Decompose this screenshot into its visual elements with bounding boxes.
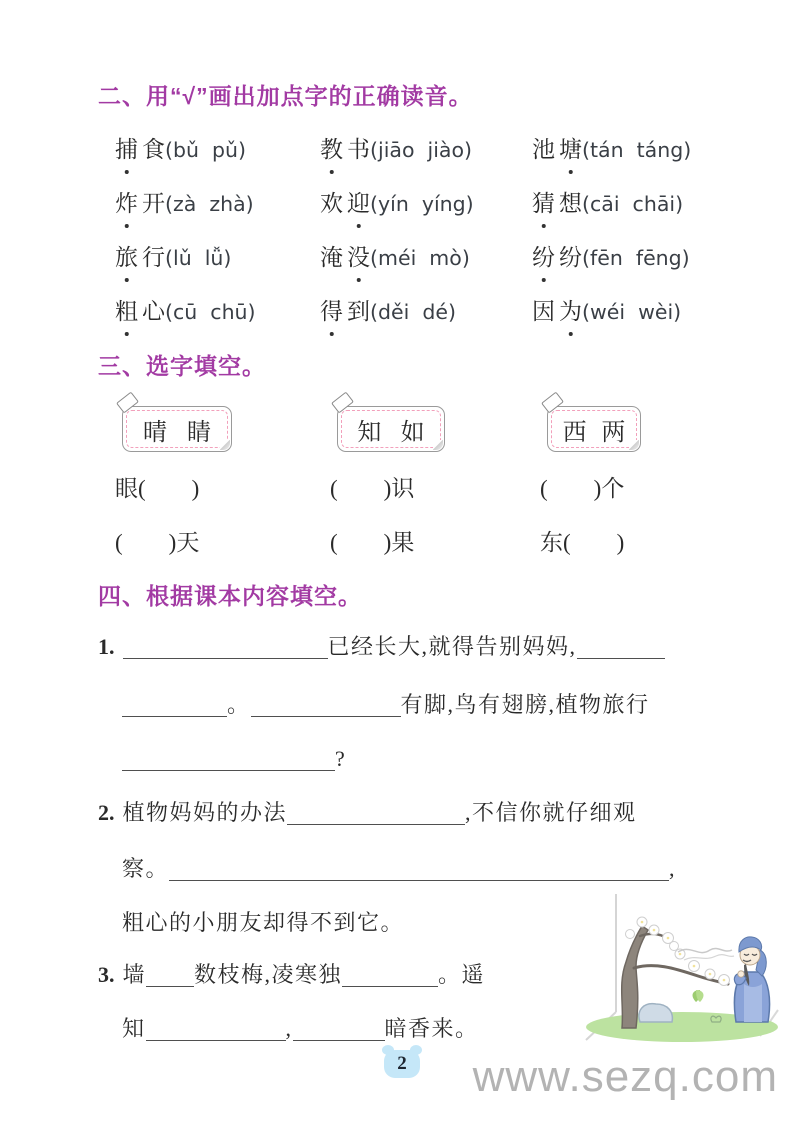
word-item: 欢 迎(yín yíng) <box>320 188 532 220</box>
char-choice-box: 晴 睛 <box>122 406 232 452</box>
word-item: 捕 食(bǔ pǔ) <box>115 134 320 166</box>
fill-item: ( )天 <box>115 530 200 555</box>
question-2-line-1: 2. 植物妈妈的办法 ,不信你就仔细观 <box>98 800 637 825</box>
fill-item: ( )识 <box>330 476 415 501</box>
pinyin-options: (tán táng) <box>582 138 692 162</box>
question-number: 3. <box>98 962 115 987</box>
pinyin-options: (wéi wèi) <box>582 300 682 324</box>
pinyin-options: (děi dé) <box>370 300 456 324</box>
char-choice-box: 西 两 <box>547 406 641 452</box>
blank-line <box>122 768 335 771</box>
fill-blank-row <box>115 524 755 557</box>
word-item: 池 塘(tán táng) <box>532 134 755 166</box>
page-number: 2 <box>397 1053 407 1074</box>
page-fold-icon <box>433 440 443 450</box>
pinyin-options: (jiāo jiào) <box>370 138 473 162</box>
word-item: 得 到(děi dé) <box>320 296 532 328</box>
word-item: 淹 没(méi mò) <box>320 242 532 274</box>
blank-line <box>293 1038 385 1041</box>
watermark-text: www.sezq.com <box>472 1052 778 1101</box>
section4-title: 四、根据课本内容填空。 <box>98 583 362 609</box>
word-item: 旅 行(lǔ lǚ) <box>115 242 320 274</box>
pinyin-options: (cāi chāi) <box>582 192 684 216</box>
question-3-line-2: 知 , 暗香来。 <box>122 1016 479 1041</box>
fill-blank-row <box>115 470 755 503</box>
blank-line <box>287 822 465 825</box>
question-1-line-1: 1. 已经长大,就得告别妈妈, <box>98 632 758 662</box>
poet-plum-blossom-illustration <box>578 892 783 1044</box>
question-number: 1. <box>98 634 115 659</box>
blank-line <box>123 656 328 659</box>
tape-icon <box>116 392 139 414</box>
pinyin-options: (bǔ pǔ) <box>165 138 247 162</box>
blank-line <box>122 714 227 717</box>
pinyin-options: (yín yíng) <box>370 192 474 216</box>
pinyin-options: (lǔ lǚ) <box>165 246 232 270</box>
page-number-badge <box>384 1050 420 1078</box>
pinyin-options: (fēn fēng) <box>582 246 690 270</box>
question-1-line-3: ? <box>122 744 782 774</box>
section3-title: 三、选字填空。 <box>98 353 266 379</box>
word-item: 教 书(jiāo jiào) <box>320 134 532 166</box>
word-item: 纷 纷(fēn fēng) <box>532 242 755 274</box>
blank-line <box>577 656 665 659</box>
question-3-line-1: 3. 墙 数枝梅,凌寒独 。遥 <box>98 962 486 987</box>
question-2-line-3: 粗心的小朋友却得不到它。 <box>122 910 405 935</box>
tape-icon <box>331 392 354 414</box>
blank-line <box>146 984 194 987</box>
pronunciation-word-grid <box>115 134 755 328</box>
blank-line <box>146 1038 286 1041</box>
question-number: 2. <box>98 800 115 825</box>
fill-item: ( )个 <box>540 476 625 501</box>
fill-item: 东( ) <box>540 530 625 555</box>
pinyin-options: (cū chū) <box>165 300 256 324</box>
fill-item: ( )果 <box>330 530 415 555</box>
word-item: 猜 想(cāi chāi) <box>532 188 755 220</box>
word-item: 炸 开(zà zhà) <box>115 188 320 220</box>
fill-item: 眼( ) <box>115 476 200 501</box>
tape-icon <box>541 392 564 414</box>
page-fold-icon <box>220 440 230 450</box>
blank-line <box>342 984 438 987</box>
word-item: 因 为(wéi wèi) <box>532 296 755 328</box>
page-fold-icon <box>629 440 639 450</box>
question-1-line-2: 。 有脚,鸟有翅膀,植物旅行 <box>122 690 782 720</box>
blank-line <box>251 714 401 717</box>
pinyin-options: (zà zhà) <box>165 192 254 216</box>
word-item: 粗 心(cū chū) <box>115 296 320 328</box>
section2-title: 二、用“√”画出加点字的正确读音。 <box>98 83 473 109</box>
char-choice-box: 知 如 <box>337 406 445 452</box>
pinyin-options: (méi mò) <box>370 246 470 270</box>
question-2-line-2: 察。 , <box>122 856 677 881</box>
blank-line <box>169 878 669 881</box>
